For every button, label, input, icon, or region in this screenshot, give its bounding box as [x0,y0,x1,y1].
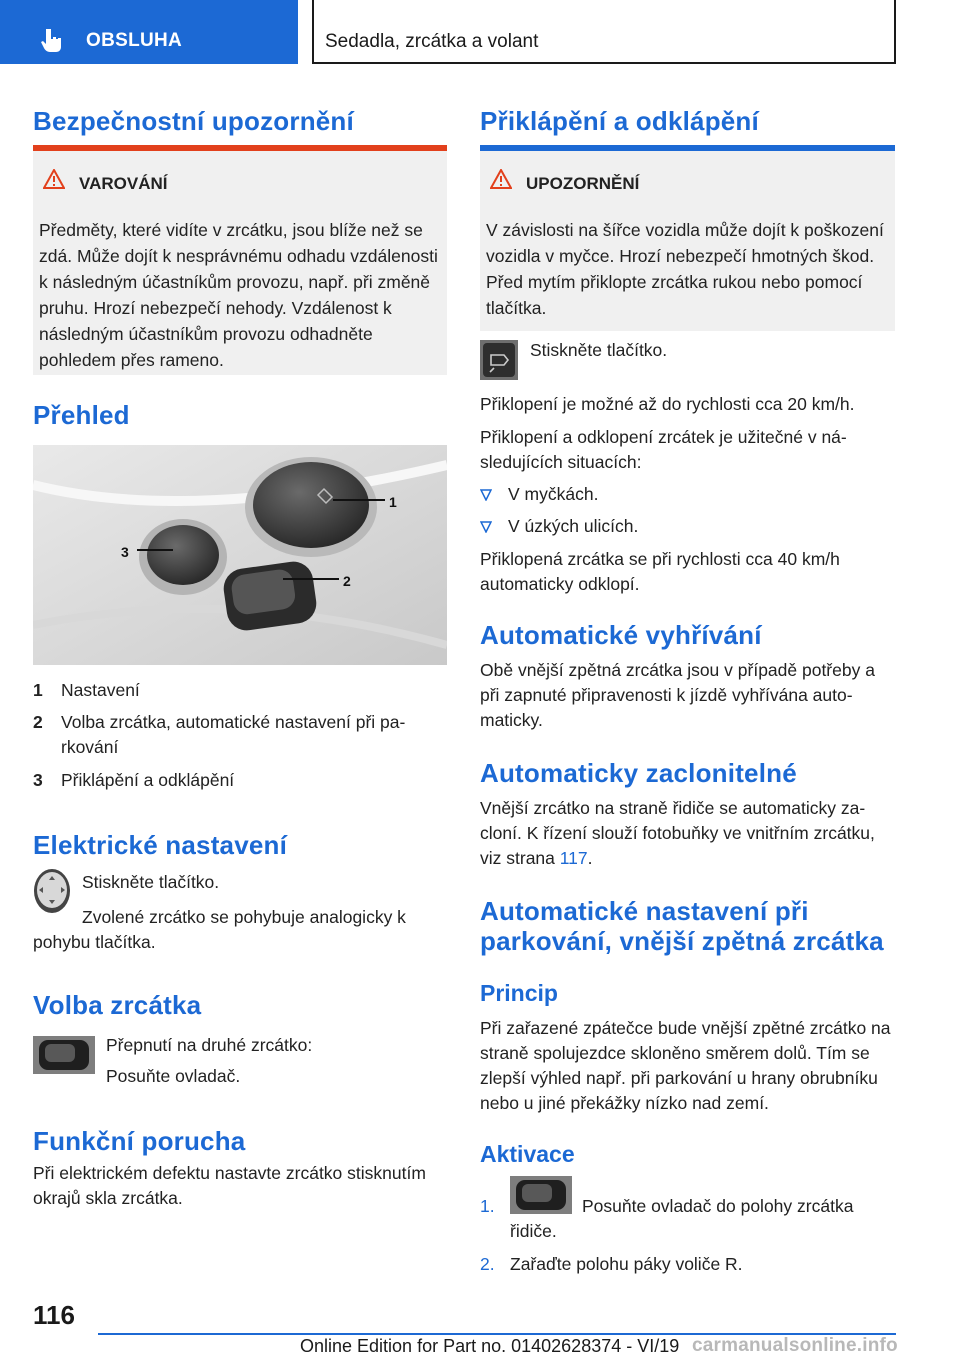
dimming-text [480,796,895,871]
electric-step: Stiskněte tlačítko. [82,872,220,892]
heading-safety: Bezpečnostní upozornění [33,106,354,136]
caution-triangle-icon [490,169,512,189]
warning-title: VAROVÁNÍ [79,174,168,193]
item-number: 3 [33,770,43,790]
item-text: Volba zrcátka, automatické nastavení při parkování [61,712,406,757]
heading-fold: Přiklápění a odklápění [480,106,759,136]
fold-step: Stiskněte tlačítko. [530,340,668,360]
caution-text: V závislosti na šířce vozidla může dojít k poškození vozidla v myčce. Hrozí nebezpečí hmotných škod. Před mytím přiklopte zrcátka rukou nebo pomocí tlačítka. [486,219,884,318]
item-text: Nastavení [61,680,140,700]
caution-title: UPOZORNĚNÍ [526,174,640,193]
select-action: Posuňte ovladač. [106,1066,241,1086]
heading-parking-line2: parkování, vnější zpětná zrcátka [480,926,884,956]
heading-dimming: Automaticky zaclonitelné [480,758,797,788]
heading-principle: Princip [480,980,558,1006]
list-item [33,768,447,793]
fold-button-icon [480,340,518,380]
section-tab-label: OBSLUHA [86,30,183,51]
warning-box [33,145,447,375]
bullet-item [480,514,895,539]
bullet-text: V myčkách. [508,484,599,504]
heading-electric: Elektrické nastavení [33,830,288,860]
step-item [480,1194,895,1246]
list-item [33,678,447,703]
fold-situations-text: Přiklopení a odklopení zrcátek je užitečné v následujících situacích: [480,427,847,472]
warning-triangle-icon [43,169,65,189]
page-reference-link[interactable]: 117 [559,848,588,868]
breadcrumb [312,0,896,64]
breadcrumb-label: Sedadla, zrcátka a volant [325,31,539,52]
hand-icon [40,27,64,53]
callout-3: 3 [121,544,129,560]
step-number: 2. [480,1254,495,1274]
select-instruction: Přepnutí na druhé zrcátko: [106,1035,313,1055]
step-text: Posuňte ovladač do polohy zrcátka řidiče. [510,1196,854,1241]
step-item [480,1252,895,1277]
item-number: 2 [33,712,43,732]
fault-text: Při elektrickém defektu nastavte zrcátko stisknutím okrajů skla zrcátka. [33,1163,426,1208]
warning-text: Předměty, které vidíte v zrcátku, jsou blíže než se zdá. Může dojít k nesprávnému odhadu vzdálenosti k následným účastníkům provozu, např. při změně pruhu. Hrozí nebezpečí nehody. Vzdálenost k následným účastníkům provozu odhadněte pohledem přes rameno. [39,219,438,370]
edition-info: Online Edition for Part no. 01402628374 - VI/19 [300,1336,680,1356]
heating-text: Obě vnější zpětná zrcátka jsou v případě potřeby a při zapnuté připravenosti k jízdě vyhřívána automaticky. [480,660,875,730]
bullet-triangle-icon [480,489,492,501]
callout-2: 2 [343,573,351,589]
list-item [33,710,447,760]
bullet-item [480,482,895,507]
callout-1: 1 [389,494,397,510]
page-number: 116 [33,1300,75,1330]
heading-parking-line1: Automatické nastavení při [480,896,809,926]
caution-box [480,145,895,331]
heading-mirror-select: Volba zrcátka [33,990,202,1020]
step-text: Zařaďte polohu páky voliče R. [510,1254,743,1274]
step-number: 1. [480,1196,495,1216]
heading-fault: Funkční porucha [33,1126,246,1156]
item-number: 1 [33,680,43,700]
section-tab[interactable] [0,0,298,64]
header-divider [312,0,314,62]
watermark: carmanualsonline.info [692,1335,898,1356]
dimming-text-end: . [587,848,593,868]
bullet-triangle-icon [480,521,492,533]
heading-overview: Přehled [33,400,130,430]
fold-unfold-text: Přiklopená zrcátka se při rychlosti cca 40 km/h automaticky odklopí. [480,549,840,594]
electric-description: Zvolené zrcátko se pohybuje analogicky k pohybu tlačítka. [33,907,406,952]
heading-heating: Automatické vyhřívání [480,620,762,650]
fold-speed-text: Přiklopení je možné až do rychlosti cca 20 km/h. [480,394,855,414]
bullet-text: V úzkých ulicích. [508,516,639,536]
mirror-switch-icon [33,1036,95,1074]
mirror-controls-photo [33,445,447,665]
item-text: Přiklápění a odklápění [61,770,235,790]
heading-activation: Aktivace [480,1141,575,1167]
principle-text: Při zařazené zpátečce bude vnější zpětné zrcátko na straně spolujezdce skloněno směrem dolů. Tím se zlepší výhled např. při parkování u hrany obrubníku nebo u jiné překážky nízko nad zemí. [480,1018,891,1113]
dimming-text-main: Vnější zrcátko na straně řidiče se automaticky zacloní. K řízení slouží fotobuňky ve vnitřním zrcátku, viz strana [480,798,875,868]
